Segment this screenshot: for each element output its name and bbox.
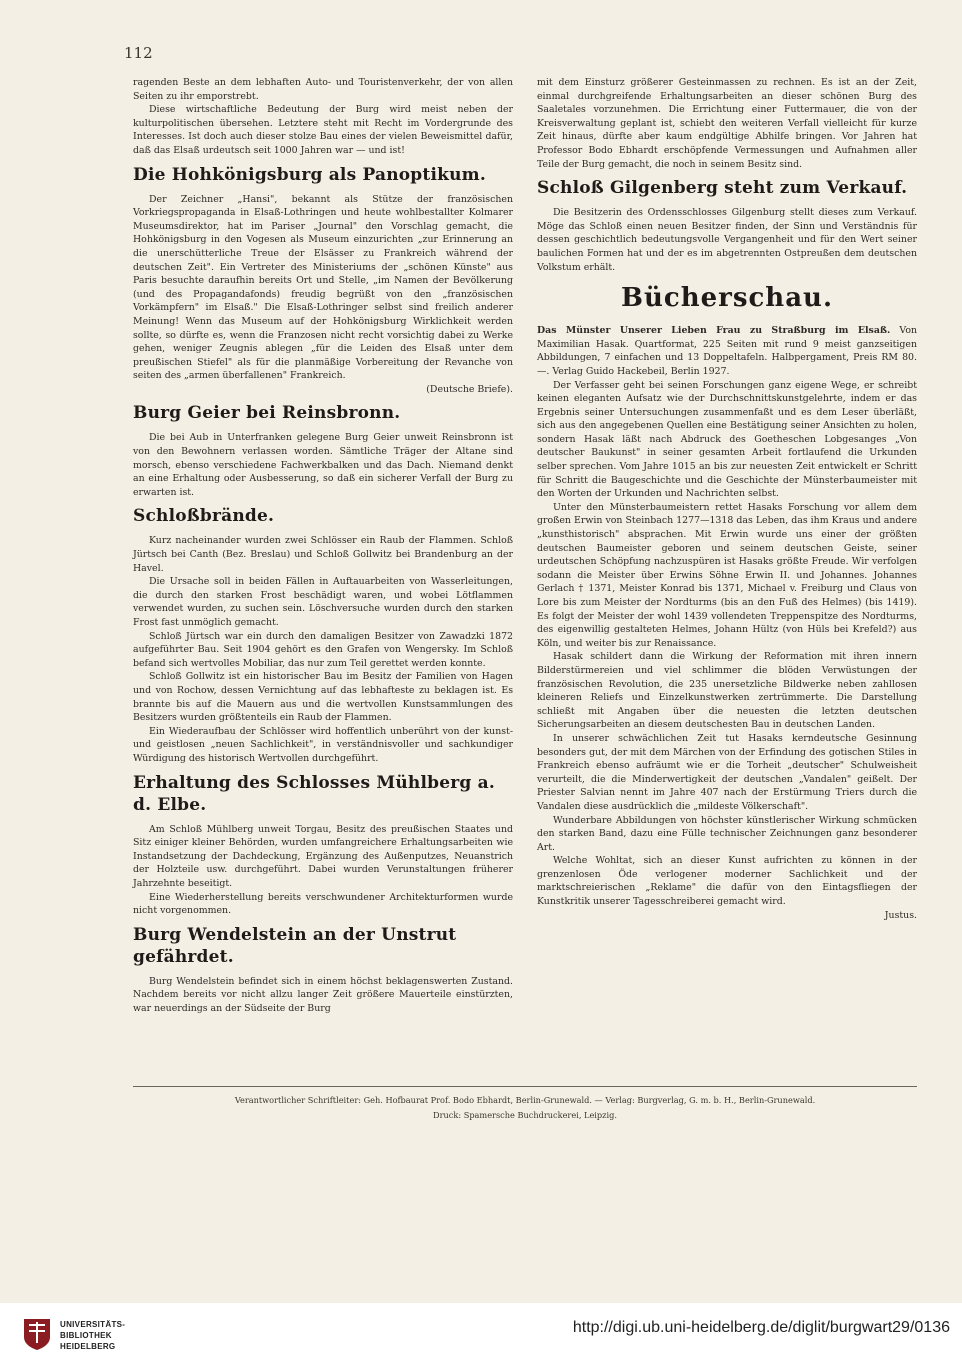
paragraph: Der Zeichner „Hansi", bekannt als Stütze der französischen Vorkriegspropaganda in Elsaß-Lothringen und heute wohlbestallter Kolmarer Museumsdirektor, hat im Pariser „Journal" den Vorschlag gemacht, die Hohkönigsburg in den Vogesen als Museum einzurichten „zur Erinnerung an die unerschütterliche Treue der Elsässer zu Frankreich während der deutschen Zeit". Ein Vertreter des Ministeriums der „schönen Künste" aus Paris besuchte daraufhin bereits Ort und Stelle, „im Namen der Bevölkerung (und des Propagandafonds) freudig begrüßt von den „französischen Vorkämpfern" im Elsaß." Die Elsaß-Lothringer selbst sind freilich anderer Meinung! Wenn das Museum auf der Hohkönigsburg Wirklichkeit werden sollte, so dürfte es, wenn die Franzosen nicht recht vorsichtig dabei zu Werke gehen, weniger Zeugnis ablegen „für die Leiden des Elsaß unter dem preußischen Stiefel" als für die planmäßige Vorbereitung der Revanche von seiten des „armen überfallenen" Frankreich.	[133, 193, 513, 382]
library-bar	[0, 1303, 962, 1367]
paragraph: ragenden Beste an dem lebhaften Auto- und Touristenverkehr, der von allen Seiten zu ihr emporstrebt.	[133, 77, 513, 102]
book-title: Das Münster Unserer Lieben Frau zu Straßburg im Elsaß.	[537, 325, 891, 337]
section-heading: Schloß Gilgenberg steht zum Verkauf.	[537, 178, 908, 199]
section-heading: Erhaltung des Schlosses Mühlberg a. d. Elbe.	[133, 772, 495, 815]
paragraph: Hasak schildert dann die Wirkung der Reformation mit ihren innern Bilderstürmereien und viel schlimmer die blöden Verwüstungen der französischen Revolution, die 235 unersetzliche Bildwerke neben zahllosen kleineren Reliefs und Einzelkunstwerken zertrümmerte. Die Darstellung schließt mit Angaben über die neuesten die letzten deutschen Sicherungsarbeiten an diesem deutschesten Bau in deutschen Landen.	[537, 651, 917, 731]
section-heading: Schloßbrände.	[133, 506, 275, 527]
review-signature: Justus.	[884, 909, 917, 921]
attribution: (Deutsche Briefe).	[426, 383, 513, 395]
paragraph: Wunderbare Abbildungen von höchster künstlerischer Wirkung schmücken den starken Band, dazu eine Fülle technischer Zeichnungen ganz besonderer Art.	[537, 814, 917, 853]
library-name-line: HEIDELBERG	[60, 1342, 116, 1351]
right-column	[537, 76, 917, 922]
section-heading: Burg Geier bei Reinsbronn.	[133, 403, 401, 424]
paragraph: Welche Wohltat, sich an dieser Kunst aufrichten zu können in der grenzenlosen Öde verlogener moderner Sachlichkeit und der marktschreierischen „Reklame" die dafür von den Eintagsfliegen der Kunstkritik unserer Tagesschreiberei gemacht wird.	[537, 855, 917, 908]
university-seal-icon	[22, 1317, 52, 1351]
review-heading: Bücherschau.	[620, 283, 834, 314]
library-name-line: UNIVERSITÄTS-	[60, 1320, 126, 1329]
printer-line: Druck: Spamersche Buchdruckerei, Leipzig.	[433, 1110, 617, 1120]
paragraph: mit dem Einsturz größerer Gesteinmassen zu rechnen. Es ist an der Zeit, einmal durchgreifende Erhaltungsarbeiten an dieser schönen Burg des Saaletales vorzunehmen. Die Errichtung einer Futtermauer, die von der Kreisverwaltung geplant ist, schiebt den weiteren Verfall vielleicht für kurze Zeit hinaus, dürfte aber kaum endgültige Abhilfe bringen. Vor Jahren hat Professor Bodo Ebhardt erschöpfende Vermessungen und Aufnahmen aller Teile der Burg gemacht, die noch in seinem Besitz sind.	[537, 77, 917, 170]
book-details: Von Maximilian Hasak. Quartformat, 225 Seiten mit rund 9 meist ganzseitigen Abbildungen, 7 einfachen und 13 Doppeltafeln. Halbpergament, Preis RM 80.—. Verlag Guido Hackebeil, Berlin 1927.	[537, 325, 917, 377]
footer-divider	[133, 1086, 917, 1087]
paragraph: Die Ursache soll in beiden Fällen in Auftauarbeiten von Wasserleitungen, die durch den starken Frost beschädigt waren, und wobei Lötflammen verwendet wurden, zu suchen sein. Löschversuche wurden durch den starken Frost fast unmöglich gemacht.	[133, 576, 513, 628]
paragraph: Ein Wiederaufbau der Schlösser wird hoffentlich unberührt von der kunst- und geistlosen „neuen Sachlichkeit", in verständnisvoller und sachkundiger Würdigung des historisch Wertvollen durchgeführt.	[133, 725, 513, 764]
book-entry	[537, 324, 917, 378]
library-name-line: BIBLIOTHEK	[60, 1331, 112, 1340]
paragraph: Diese wirtschaftliche Bedeutung der Burg wird meist neben der kulturpolitischen übersehen. Letztere steht mit Recht im Vordergrunde des Interesses. Ist doch auch dieser stolze Bau eines der vielen Beweismittel dafür, daß das Elsaß urdeutsch seit 1000 Jahren war — und ist!	[133, 104, 513, 156]
source-url[interactable]: http://digi.ub.uni-heidelberg.de/diglit/burgwart29/0136	[572, 1319, 950, 1336]
paragraph: Eine Wiederherstellung bereits verschwundener Architekturformen wurde nicht vorgenommen.	[133, 891, 513, 917]
imprint-line: Verantwortlicher Schriftleiter: Geh. Hofbaurat Prof. Bodo Ebhardt, Berlin-Grunewald. — Verlag: Burgverlag, G. m. b. H., Berlin-Grunewald.	[234, 1095, 816, 1105]
paragraph: Die bei Aub in Unterfranken gelegene Burg Geier unweit Reinsbronn ist von den Bewohnern verlassen worden. Sämtliche Träger der Altane sind morsch, ebenso verschiedene Fachwerkbalken und das Dach. Niemand denkt an eine Erhaltung oder Ausbesserung, so daß ein sicherer Verfall der Burg zu erwarten ist.	[133, 432, 513, 498]
section-heading: Burg Wendelstein an der Unstrut gefährdet.	[133, 924, 457, 967]
paragraph: Schloß Gollwitz ist ein historischer Bau im Besitz der Familien von Hagen und von Rochow, dessen Vernichtung auf das lebhafteste zu beklagen ist. Es brannte bis auf die Mauern aus und die wertvollen Kunstsammlungen des Besitzers wurden größtenteils ein Raub der Flammen.	[133, 671, 513, 724]
paragraph: Am Schloß Mühlberg unweit Torgau, Besitz des preußischen Staates und Sitz einiger kleiner Behörden, wurden umfangreichere Erhaltungsarbeiten wie Instandsetzung der Dachdeckung, Ergänzung des Außenputzes, Neuanstrich der Holzteile usw. durchgeführt. Dabei wurden Verunstaltungen früherer Jahrzehnte beseitigt.	[133, 823, 513, 889]
library-name	[60, 1319, 125, 1352]
section-heading: Die Hohkönigsburg als Panoptikum.	[133, 164, 486, 185]
paragraph: Burg Wendelstein befindet sich in einem höchst beklagenswerten Zustand. Nachdem bereits vor nicht allzu langer Zeit größere Mauerteile einstürzten, war neuerdings an der Südseite der Burg	[133, 975, 513, 1014]
page-number: 112	[124, 44, 153, 62]
paragraph: Schloß Jürtsch war ein durch den damaligen Besitzer von Zawadzki 1872 aufgeführter Bau. Seit 1904 gehört es den Grafen von Wengersky. Im Schloß befand sich wertvolles Mobiliar, das nur zum Teil gerettet werden konnte.	[133, 630, 513, 669]
left-column	[133, 76, 513, 1015]
library-logo[interactable]	[22, 1317, 152, 1355]
paragraph: Kurz nacheinander wurden zwei Schlösser ein Raub der Flammen. Schloß Jürtsch bei Canth (Bez. Breslau) und Schloß Gollwitz bei Brandenburg an der Havel.	[133, 535, 513, 574]
paragraph: Unter den Münsterbaumeistern rettet Hasaks Forschung vor allem dem großen Erwin von Steinbach 1277—1318 das Leben, das ihm Kraus und andere „kunsthistorisch" absprachen. Mit Erwin wurde uns einer der größten deutschen Baumeister geboren und seinem deutschen Geiste, seiner urdeutschen Schöpfung nachzuspüren ist Hasaks größte Freude. Wir verfolgen sodann die Meister über Erwins Söhne Erwin II. und Johannes. Johannes Gerlach † 1371, Meister Konrad bis 1371, Michael v. Freiburg und Claus von Lore bis zum Meister der Nordturms (bis an den Fuß des Helmes) (bis 1419). Es folgt der Meister der wohl 1439 vollendeten Treppenspitze des Nordturms, des eigenwillig gestalteten Helmes, Johann Hültz (von Hüls bei Krefeld?) aus Köln, und weiter bis zur Renaissance.	[537, 501, 917, 649]
paragraph: Der Verfasser geht bei seinen Forschungen ganz eigene Wege, er schreibt keinen eleganten Aufsatz wie der Durchschnittskunstgelehrte, indem er das Ergebnis seiner Untersuchungen zusammenfaßt und es dem Leser überläßt, sich aus den angegebenen Quellen eine Bestätigung seiner Ansichten zu holen, sondern Hasak läßt nach Abdruck des Goetheschen Lobgesanges „Von deutscher Baukunst" in seiner gesamten Arbeit fortlaufend die Urkunden selber sprechen. Vom Jahre 1015 an bis zur neuesten Zeit entwickelt er Schritt für Schritt die Baugeschichte und die Geschichte der Münsterbaumeister mit den Worten der Urkunden und Nachrichten selbst.	[537, 379, 917, 500]
paragraph: In unserer schwächlichen Zeit tut Hasaks kerndeutsche Gesinnung besonders gut, der mit dem Märchen von der Erfindung des gotischen Stiles in Frankreich ebenso aufräumt wie er die Torheit „deutscher" Schulweisheit verurteilt, die die Minderwertigkeit der deutschen „Vandalen" geißelt. Der Priester Salvian nennt im Jahre 407 nach der Erstürmung Triers durch die Vandalen diese ausdrücklich die „mildeste Völkerschaft".	[537, 732, 917, 812]
paragraph: Die Besitzerin des Ordensschlosses Gilgenburg stellt dieses zum Verkauf. Möge das Schloß einen neuen Besitzer finden, der Sinn und Verständnis für dessen geschichtlich bedeutungsvolle Vergangenheit und für den Wert seiner baulichen Formen hat und der es im abgetrennten Ostpreußen dem deutschen Volkstum erhält.	[537, 207, 917, 273]
